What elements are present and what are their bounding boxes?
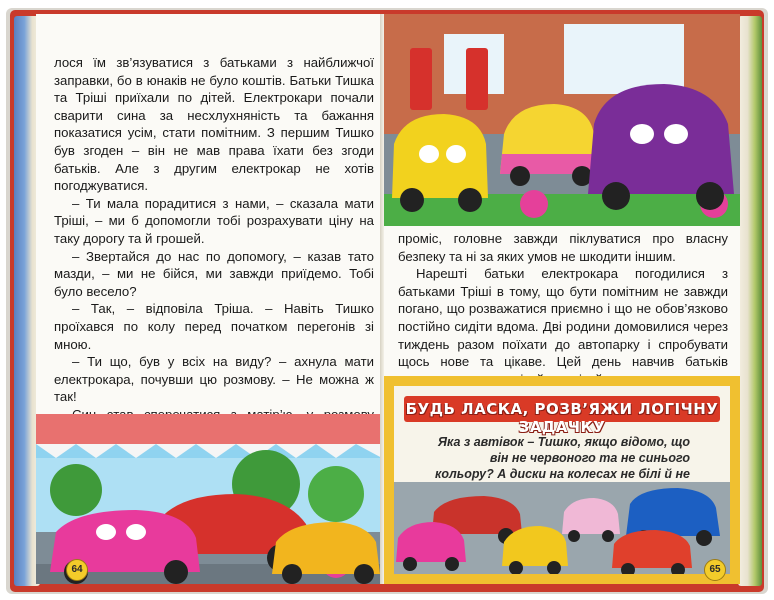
puzzle-question: Яка з автівок – Тишко, якщо відомо, що він не червоного та не синього кольору? А диски на колесах не білі й не (435, 435, 690, 481)
page-number: 64 (66, 559, 88, 581)
page-number: 65 (704, 559, 726, 581)
puzzle-box (384, 376, 740, 584)
paragraph: – Ти що, був у всіх на виду? – ахнула мати електрокара, почувши цю розмову. – Не можна ж так! (54, 354, 374, 405)
paragraph: – Так, – відповіла Тріша. – Навіть Тишко проїхався по колу перед початком перегонів зі мною. (54, 301, 374, 352)
paragraph: проміс, головне завжди піклуватися про власну безпеку та ні за яких умов не шкодити іншим. (398, 231, 728, 264)
puzzle-title: БУДЬ ЛАСКА, РОЗВ’ЯЖИ ЛОГІЧНУ ЗАДАЧКУ (405, 400, 719, 436)
paragraph: Нарешті батьки електрокара погодилися з батьками Тріші в тому, що бути помітним не завжди погано, що розважатися приємно і що не обов’язково постійно сидіти вдома. Дві родини домовилися через тиждень разом поїхати до автопарку і спробувати щось нове та цікаве. Цей день навчив батьків (398, 266, 728, 370)
left-illustration (36, 414, 382, 584)
paragraph: лося їм зв’язуватися з батьками з найближчої заправки, бо в юнаків не було коштів. Батьки Тишка та Тріші приїхали по дітей. Електрокари почали сварити сина за несхлухняність та бажання показатися усім, стати помітним. З першим Тишко був згоден – він не мав права їхати без згоди батьків. Але з другим електрокар не хотів погоджуватися. (54, 55, 374, 194)
left-page (36, 14, 382, 584)
page-edges-right (738, 16, 762, 586)
puzzle-cars-illustration (394, 482, 730, 574)
puzzle-inner (394, 386, 730, 574)
right-top-illustration (384, 14, 740, 226)
paragraph: – Ти мала порадитися з нами, – сказала мати Тріші, – ми б допомогли тобі розрахувати ціну на таку дорогу та й грошей. (54, 195, 374, 246)
right-page (384, 14, 740, 584)
paragraph: – Звертайся до нас по допомогу, – казав тато мазди, – ми не бійся, ми завжди приїдемо. Тобі було весело? (54, 248, 374, 299)
